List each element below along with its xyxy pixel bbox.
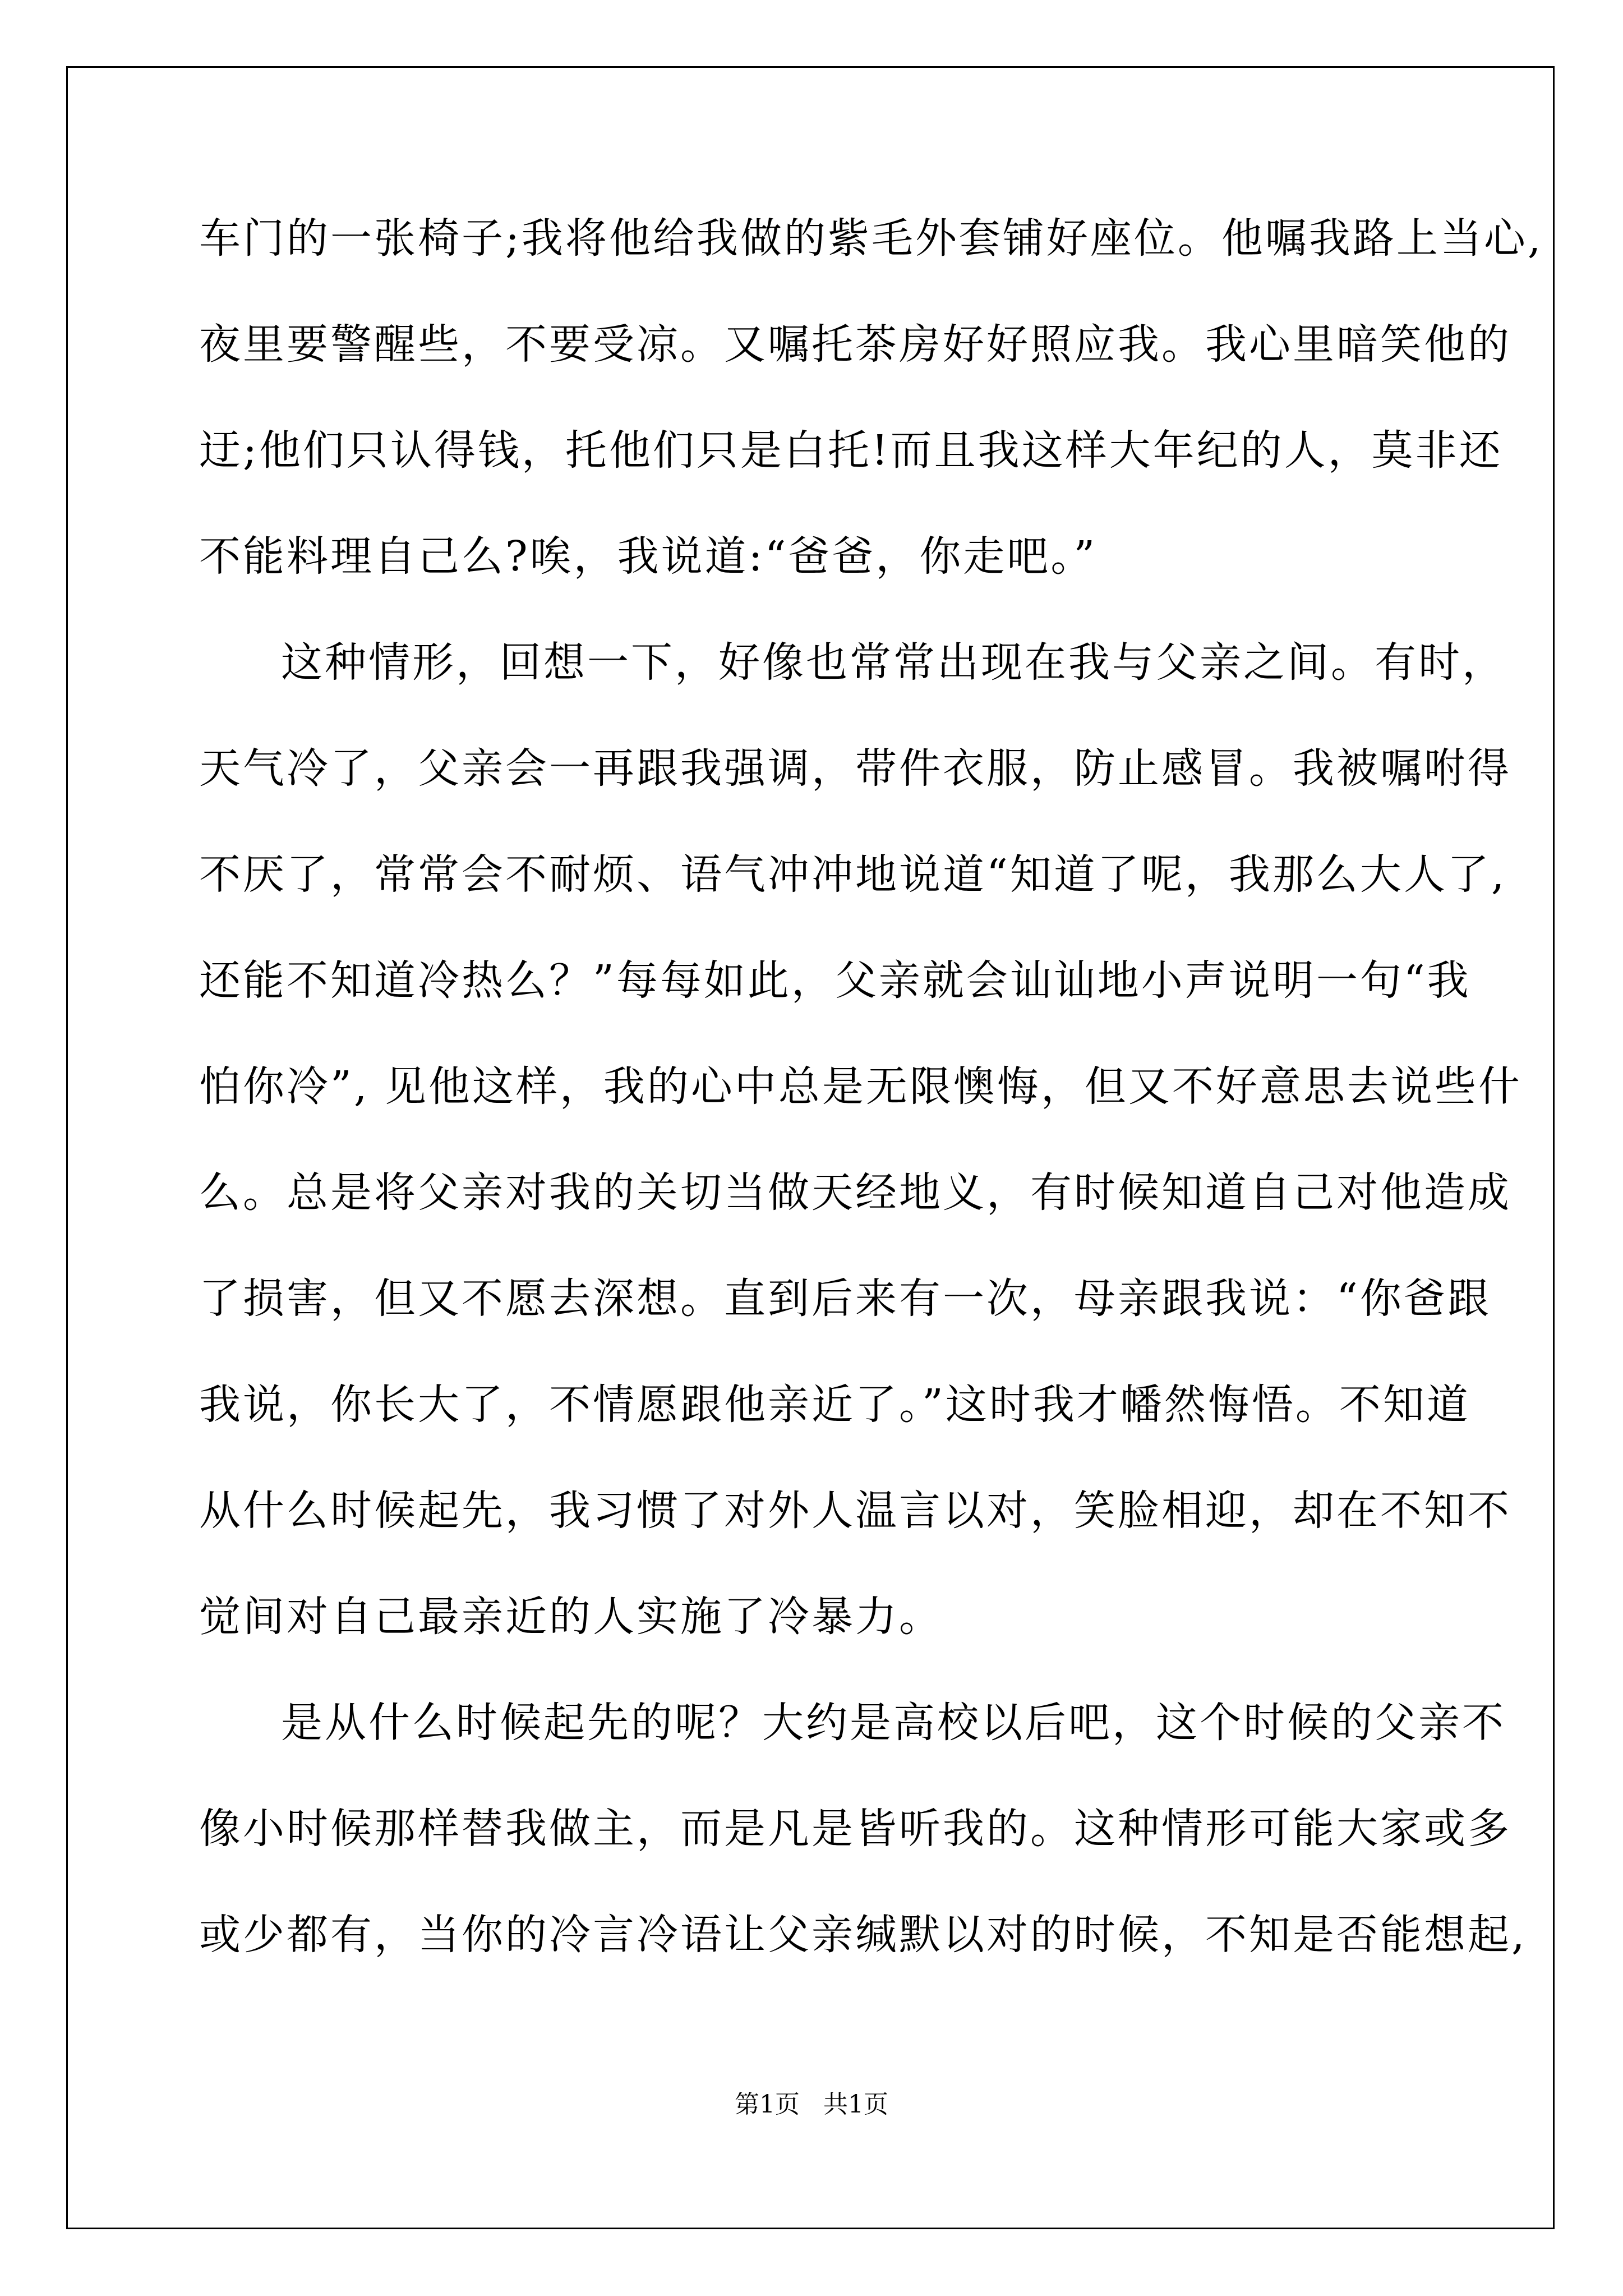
page-total: 共1页 (823, 2090, 888, 2119)
page-number: 第1页 (735, 2090, 800, 2119)
text-line: 是从什么时候起先的呢？大约是高校以后吧，这个时候的父亲不 (281, 1699, 1506, 1747)
text-line: 车门的一张椅子;我将他给我做的紫毛外套铺好座位。他嘱我路上当心, (199, 214, 1543, 263)
text-line: 么。总是将父亲对我的关切当做天经地义，有时候知道自己对他造成 (199, 1168, 1511, 1217)
text-line: 还能不知道冷热么？”每每如此，父亲就会讪讪地小声说明一句“我 (199, 956, 1471, 1005)
page-border (66, 66, 1555, 2229)
text-line: 天气冷了，父亲会一再跟我强调，带件衣服，防止感冒。我被嘱咐得 (199, 744, 1511, 793)
text-line: 不能料理自己么?唉，我说道:“爸爸，你走吧。” (199, 532, 1098, 581)
text-line: 夜里要警醒些，不要受凉。又嘱托茶房好好照应我。我心里暗笑他的 (199, 320, 1511, 369)
text-line: 了损害，但又不愿去深想。直到后来有一次，母亲跟我说：“你爸跟 (199, 1274, 1491, 1323)
text-line: 或少都有，当你的冷言冷语让父亲缄默以对的时候，不知是否能想起, (199, 1911, 1527, 1959)
text-line: 觉间对自己最亲近的人实施了冷暴力。 (199, 1593, 943, 1641)
text-line: 迂;他们只认得钱，托他们只是白托!而且我这样大年纪的人，莫非还 (199, 426, 1503, 475)
text-line: 这种情形，回想一下，好像也常常出现在我与父亲之间。有时， (281, 638, 1506, 687)
text-line: 像小时候那样替我做主，而是凡是皆听我的。这种情形可能大家或多 (199, 1805, 1511, 1853)
text-line: 我说，你长大了，不情愿跟他亲近了。”这时我才幡然悔悟。不知道 (199, 1381, 1470, 1429)
text-line: 怕你冷”, 见他这样，我的心中总是无限懊悔，但又不好意思去说些什 (199, 1062, 1522, 1111)
text-line: 从什么时候起先，我习惯了对外人温言以对，笑脸相迎，却在不知不 (199, 1487, 1511, 1535)
text-line: 不厌了，常常会不耐烦、语气冲冲地说道“知道了呢，我那么大人了, (199, 850, 1507, 899)
page-footer (0, 2088, 1623, 2122)
